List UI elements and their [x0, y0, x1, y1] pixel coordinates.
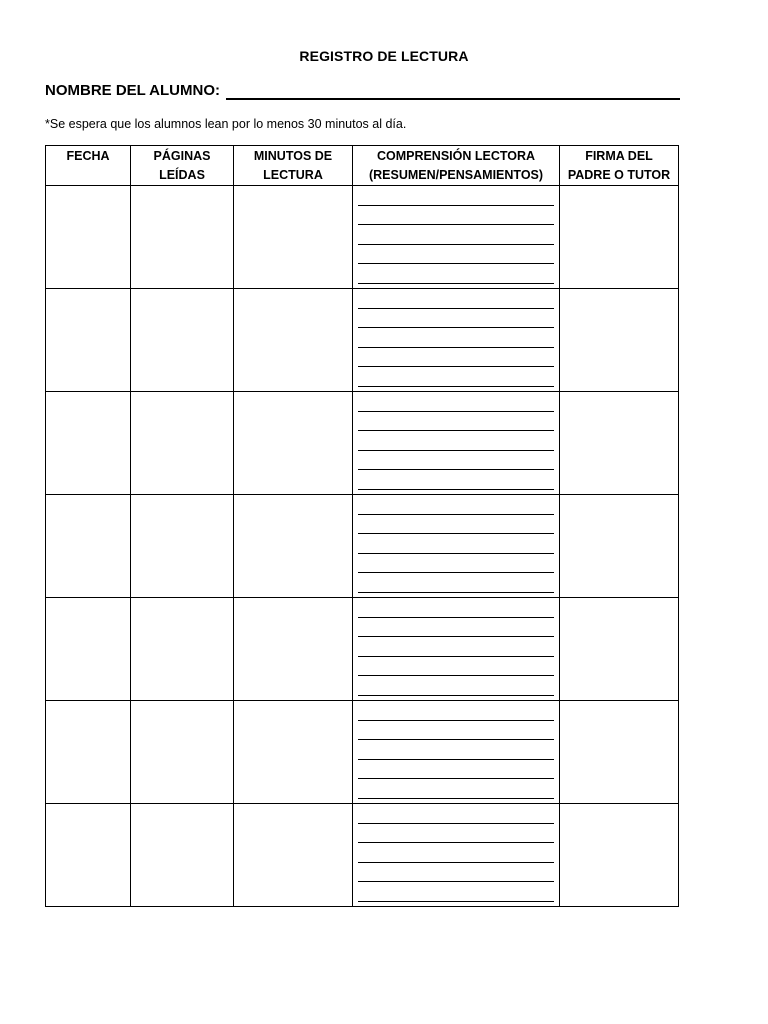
- fecha-cell[interactable]: [46, 289, 131, 392]
- summary-writing-line[interactable]: [358, 637, 554, 657]
- paginas-cell[interactable]: [131, 804, 234, 907]
- fecha-cell[interactable]: [46, 598, 131, 701]
- student-name-line[interactable]: [226, 82, 680, 100]
- header-comprension-line1: COMPRENSIÓN LECTORA: [376, 149, 536, 163]
- paginas-cell[interactable]: [131, 598, 234, 701]
- minutos-cell[interactable]: [234, 289, 353, 392]
- header-paginas-line1: PÁGINAS: [153, 149, 211, 163]
- header-firma: [560, 146, 679, 186]
- header-firma-line2: PADRE O TUTOR: [567, 168, 671, 182]
- firma-cell[interactable]: [560, 598, 679, 701]
- summary-writing-line[interactable]: [358, 863, 554, 883]
- fecha-cell[interactable]: [46, 392, 131, 495]
- header-minutos-line1: MINUTOS DE: [253, 149, 333, 163]
- summary-writing-line[interactable]: [358, 289, 554, 309]
- summary-writing-line[interactable]: [358, 721, 554, 741]
- document-title: REGISTRO DE LECTURA: [299, 48, 469, 64]
- paginas-cell[interactable]: [131, 495, 234, 598]
- summary-writing-line[interactable]: [358, 328, 554, 348]
- comprension-cell[interactable]: [353, 598, 560, 701]
- summary-writing-line[interactable]: [358, 515, 554, 535]
- comprension-cell[interactable]: [353, 186, 560, 289]
- summary-writing-line[interactable]: [358, 573, 554, 593]
- table-row: [46, 392, 679, 495]
- minutos-cell[interactable]: [234, 598, 353, 701]
- firma-cell[interactable]: [560, 186, 679, 289]
- summary-writing-line[interactable]: [358, 534, 554, 554]
- table-row: [46, 598, 679, 701]
- header-minutos: [234, 146, 353, 186]
- header-fecha: [46, 146, 131, 186]
- paginas-cell[interactable]: [131, 701, 234, 804]
- minutos-cell[interactable]: [234, 701, 353, 804]
- summary-writing-line[interactable]: [358, 779, 554, 799]
- log-body: [46, 186, 679, 907]
- fecha-cell[interactable]: [46, 701, 131, 804]
- comprension-cell[interactable]: [353, 392, 560, 495]
- summary-writing-line[interactable]: [358, 264, 554, 284]
- fecha-cell[interactable]: [46, 804, 131, 907]
- summary-writing-line[interactable]: [358, 804, 554, 824]
- minutos-cell[interactable]: [234, 804, 353, 907]
- summary-writing-line[interactable]: [358, 392, 554, 412]
- header-paginas: [131, 146, 234, 186]
- summary-writing-line[interactable]: [358, 843, 554, 863]
- header-paginas-line2: LEÍDAS: [159, 168, 205, 182]
- firma-cell[interactable]: [560, 392, 679, 495]
- minutos-cell[interactable]: [234, 495, 353, 598]
- table-row: [46, 701, 679, 804]
- firma-cell[interactable]: [560, 495, 679, 598]
- minutos-cell[interactable]: [234, 392, 353, 495]
- header-comprension-line2: (RESUMEN/PENSAMIENTOS): [368, 168, 544, 182]
- summary-writing-line[interactable]: [358, 760, 554, 780]
- header-row: [46, 146, 679, 186]
- header-comprension: [353, 146, 560, 186]
- summary-writing-line[interactable]: [358, 618, 554, 638]
- summary-writing-line[interactable]: [358, 882, 554, 902]
- table-row: [46, 289, 679, 392]
- summary-writing-line[interactable]: [358, 245, 554, 265]
- summary-writing-line[interactable]: [358, 598, 554, 618]
- comprension-cell[interactable]: [353, 289, 560, 392]
- summary-writing-line[interactable]: [358, 367, 554, 387]
- header-minutos-line2: LECTURA: [263, 168, 323, 182]
- firma-cell[interactable]: [560, 289, 679, 392]
- minutos-cell[interactable]: [234, 186, 353, 289]
- comprension-cell[interactable]: [353, 495, 560, 598]
- summary-writing-line[interactable]: [358, 186, 554, 206]
- summary-writing-line[interactable]: [358, 495, 554, 515]
- firma-cell[interactable]: [560, 804, 679, 907]
- summary-writing-line[interactable]: [358, 309, 554, 329]
- summary-writing-line[interactable]: [358, 451, 554, 471]
- paginas-cell[interactable]: [131, 186, 234, 289]
- summary-writing-line[interactable]: [358, 431, 554, 451]
- fecha-cell[interactable]: [46, 495, 131, 598]
- header-firma-line1: FIRMA DEL: [585, 149, 653, 163]
- table-row: [46, 186, 679, 289]
- summary-writing-line[interactable]: [358, 701, 554, 721]
- summary-writing-line[interactable]: [358, 225, 554, 245]
- summary-writing-line[interactable]: [358, 554, 554, 574]
- paginas-cell[interactable]: [131, 392, 234, 495]
- paginas-cell[interactable]: [131, 289, 234, 392]
- summary-writing-line[interactable]: [358, 470, 554, 490]
- student-name-label: NOMBRE DEL ALUMNO:: [45, 82, 220, 99]
- table-row: [46, 804, 679, 907]
- summary-writing-line[interactable]: [358, 348, 554, 368]
- student-name-row: [45, 82, 680, 100]
- comprension-cell[interactable]: [353, 804, 560, 907]
- reading-note: *Se espera que los alumnos lean por lo menos 30 minutos al día.: [45, 117, 407, 131]
- table-row: [46, 495, 679, 598]
- reading-log-table: [45, 145, 679, 907]
- summary-writing-line[interactable]: [358, 676, 554, 696]
- summary-writing-line[interactable]: [358, 740, 554, 760]
- header-fecha-line1: FECHA: [66, 149, 110, 163]
- summary-writing-line[interactable]: [358, 657, 554, 677]
- summary-writing-line[interactable]: [358, 206, 554, 226]
- comprension-cell[interactable]: [353, 701, 560, 804]
- fecha-cell[interactable]: [46, 186, 131, 289]
- summary-writing-line[interactable]: [358, 824, 554, 844]
- summary-writing-line[interactable]: [358, 412, 554, 432]
- firma-cell[interactable]: [560, 701, 679, 804]
